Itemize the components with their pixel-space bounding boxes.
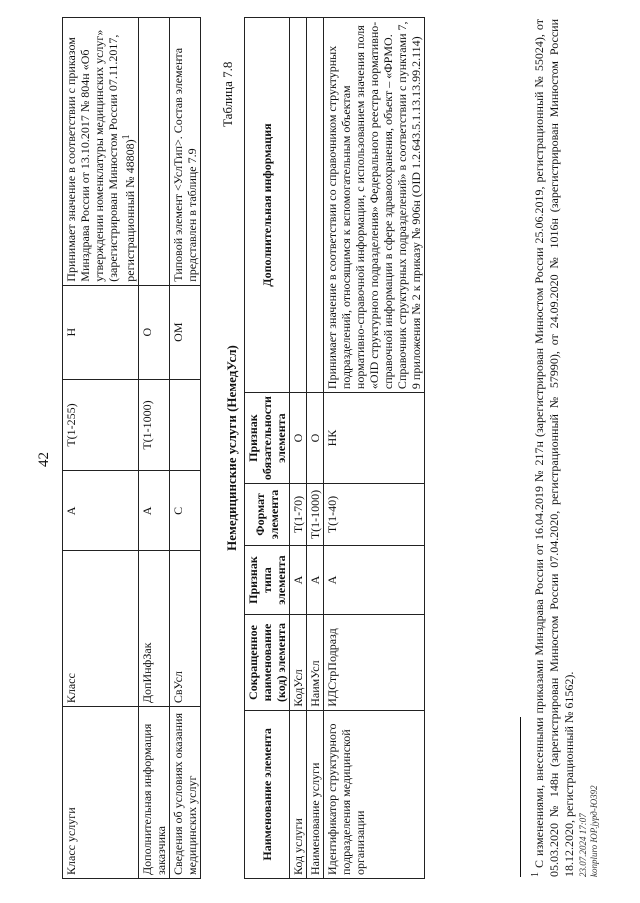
table-cell: Т(1-1000): [139, 379, 170, 471]
table-cell: Идентификатор структурного подразделения медицинской организации: [324, 710, 425, 878]
column-header: Дополнительная информация: [245, 18, 290, 393]
table-cell: Наименование услуги: [307, 710, 324, 878]
column-header: Признак типа элемента: [245, 545, 290, 614]
table-cell: [290, 18, 307, 393]
table-cell: Код услуги: [290, 710, 307, 878]
print-stamp: [578, 785, 600, 877]
table-cell: КодУсл: [290, 615, 307, 711]
table-cell: А: [324, 545, 425, 614]
table-cell: А: [63, 471, 139, 551]
table-cell: А: [290, 545, 307, 614]
cell-text: Принимает значение в соответствии с приказом Минздрава России от 13.10.2017 № 804н «Об утверждении номенклатуры медицинских услуг» (зарегистрирован Минюстом России 07.11.2017, регистрационный № 48808): [64, 29, 137, 282]
table-cell: Т(1-70): [290, 484, 307, 546]
table-cell: Типовой элемент <УслТип>. Состав элемента представлен в таблице 7.9: [170, 18, 201, 286]
page-number: 42: [36, 452, 52, 467]
table-cell: А: [139, 471, 170, 551]
table-cell: Принимает значение в соответствии со справочником структурных подразделений, относящимся к вспомогательным объектам нормативно-справочной информации, с использованием значения поля «OID структурного подразделения» Федерального реестра нормативно-справочной информации в сфере здравоохранения, объект – «ФРМО. Справочник структурных подразделений» в соответствии с пунктами 7, 9 приложения № 2 к приказу № 906н (OID 1.2.643.5.1.13.13.99.2.114): [324, 18, 425, 393]
table-cell: [63, 18, 139, 286]
column-header: Наименование элемента: [245, 710, 290, 878]
table-cell: Т(1-40): [324, 484, 425, 546]
footnote-mark: 1: [530, 872, 541, 877]
table-cell: НаимУсл: [307, 615, 324, 711]
footnote-divider: [520, 717, 521, 877]
table-cell: СвУсл: [170, 551, 201, 707]
stamp-author: konpluro ЮР.јурд-Ю392: [589, 785, 599, 877]
column-header: Признак обязательности элемента: [245, 393, 290, 484]
footnote-text: С изменениями, внесенными приказами Минздрава России от 16.04.2019 № 217н (зарегистрирован Минюстом России 25.06.2019, регистрационный № 55024), от 05.03.2020 № 148н (зарегистрирован Минюстом России 07.04.2020, регистрационный № 57990), от 24.09.2020 № 1016н (зарегистрирован Минюстом России 18.12.2020, регистрационный № 61562).: [532, 19, 576, 877]
footnote: [528, 19, 577, 877]
table-cell: Дополнительная информация заказчика: [139, 707, 170, 879]
table-cell: Класс: [63, 551, 139, 707]
table-cell: Класс услуги: [63, 707, 139, 879]
table-row: [63, 18, 139, 879]
table-cell: Н: [63, 285, 139, 379]
table-header-row: [245, 18, 290, 879]
footnote-reference: 1: [121, 134, 132, 140]
table-cell: А: [307, 545, 324, 614]
table-row: [324, 18, 425, 879]
table-cell: Т(1-1000): [307, 484, 324, 546]
table-row: [139, 18, 170, 879]
table-caption: Немедицинские услуги (НемедУсл): [224, 345, 239, 551]
table-number: Таблица 7.8: [220, 61, 235, 127]
column-header: Сокращенное наименование (код) элемента: [245, 615, 290, 711]
table-cell: [307, 18, 324, 393]
table-non-medical-services: [244, 17, 425, 879]
table-cell: О: [139, 285, 170, 379]
table-row: [307, 18, 324, 879]
table-cell: Т(1-255): [63, 379, 139, 471]
table-cell: ИДСтрПодразд: [324, 615, 425, 711]
table-row: [290, 18, 307, 879]
table-cell: [139, 18, 170, 286]
table-cell: ОМ: [170, 285, 201, 379]
table-cell: О: [307, 393, 324, 484]
table-cell: С: [170, 471, 201, 551]
table-service-class: [62, 17, 201, 879]
table-cell: ДопИнфЗак: [139, 551, 170, 707]
column-header: Формат элемента: [245, 484, 290, 546]
stamp-date: 23.07.2024 17:07: [578, 813, 588, 877]
table-row: [170, 18, 201, 879]
table-cell: Сведения об условиях оказания медицинских услуг: [170, 707, 201, 879]
table-cell: О: [290, 393, 307, 484]
table-cell: [170, 379, 201, 471]
table-cell: НК: [324, 393, 425, 484]
